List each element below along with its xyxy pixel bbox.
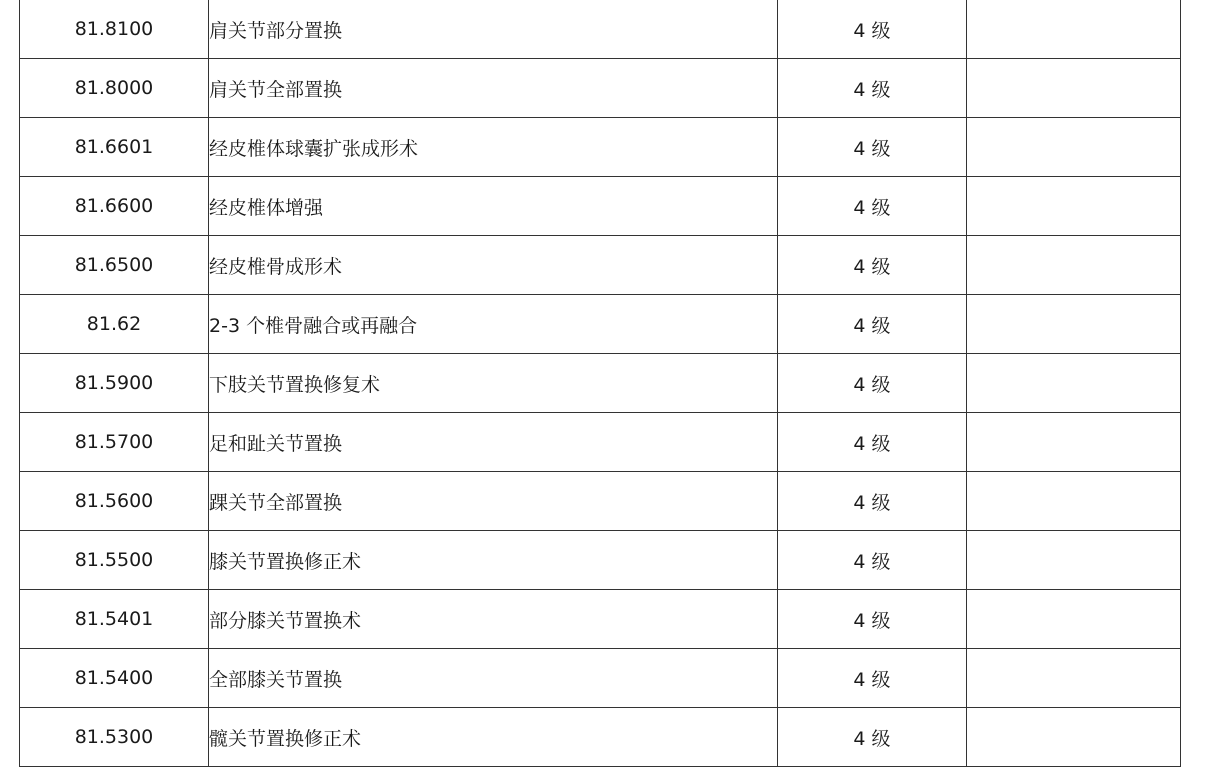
procedure-grade-cell: 4 级 (778, 708, 967, 767)
procedure-grade-cell: 4 级 (778, 590, 967, 649)
procedure-grade-cell: 4 级 (778, 177, 967, 236)
remarks-cell (967, 649, 1181, 708)
procedure-grade-cell: 4 级 (778, 59, 967, 118)
procedure-code-cell: 81.8100 (20, 0, 209, 59)
procedure-name-cell: 经皮椎骨成形术 (209, 236, 778, 295)
table-row (20, 472, 1181, 531)
procedure-name-cell: 膝关节置换修正术 (209, 531, 778, 590)
remarks-cell (967, 0, 1181, 59)
table-row (20, 413, 1181, 472)
procedure-code-cell: 81.6500 (20, 236, 209, 295)
table-body (20, 0, 1181, 767)
procedure-grade-cell: 4 级 (778, 118, 967, 177)
procedure-code-cell: 81.8000 (20, 59, 209, 118)
procedure-code-cell: 81.62 (20, 295, 209, 354)
procedure-code-cell: 81.5700 (20, 413, 209, 472)
procedure-code-cell: 81.5600 (20, 472, 209, 531)
procedure-grade-cell: 4 级 (778, 295, 967, 354)
procedure-code-cell: 81.6600 (20, 177, 209, 236)
procedure-name-cell: 足和趾关节置换 (209, 413, 778, 472)
table-row (20, 295, 1181, 354)
procedure-grade-cell: 4 级 (778, 649, 967, 708)
procedure-name-cell: 肩关节全部置换 (209, 59, 778, 118)
table-row (20, 649, 1181, 708)
procedure-code-cell: 81.5401 (20, 590, 209, 649)
procedure-name-cell: 髋关节置换修正术 (209, 708, 778, 767)
remarks-cell (967, 354, 1181, 413)
procedure-grade-cell: 4 级 (778, 354, 967, 413)
remarks-cell (967, 413, 1181, 472)
remarks-cell (967, 59, 1181, 118)
table-row (20, 118, 1181, 177)
procedure-table (19, 0, 1181, 767)
table-row (20, 531, 1181, 590)
procedure-code-cell: 81.5300 (20, 708, 209, 767)
procedure-grade-cell: 4 级 (778, 236, 967, 295)
remarks-cell (967, 295, 1181, 354)
table-row (20, 0, 1181, 59)
procedure-grade-cell: 4 级 (778, 413, 967, 472)
procedure-name-cell: 2-3 个椎骨融合或再融合 (209, 295, 778, 354)
table-row (20, 590, 1181, 649)
remarks-cell (967, 590, 1181, 649)
procedure-code-cell: 81.5500 (20, 531, 209, 590)
procedure-code-cell: 81.5900 (20, 354, 209, 413)
procedure-name-cell: 全部膝关节置换 (209, 649, 778, 708)
table-row (20, 708, 1181, 767)
procedure-name-cell: 经皮椎体球囊扩张成形术 (209, 118, 778, 177)
remarks-cell (967, 118, 1181, 177)
procedure-name-cell: 肩关节部分置换 (209, 0, 778, 59)
remarks-cell (967, 177, 1181, 236)
procedure-grade-cell: 4 级 (778, 472, 967, 531)
table-row (20, 177, 1181, 236)
remarks-cell (967, 236, 1181, 295)
remarks-cell (967, 531, 1181, 590)
procedure-name-cell: 下肢关节置换修复术 (209, 354, 778, 413)
procedure-code-cell: 81.6601 (20, 118, 209, 177)
procedure-grade-cell: 4 级 (778, 0, 967, 59)
remarks-cell (967, 472, 1181, 531)
table-row (20, 236, 1181, 295)
procedure-code-cell: 81.5400 (20, 649, 209, 708)
procedure-name-cell: 经皮椎体增强 (209, 177, 778, 236)
procedure-grade-cell: 4 级 (778, 531, 967, 590)
procedure-name-cell: 部分膝关节置换术 (209, 590, 778, 649)
table-row (20, 59, 1181, 118)
procedure-name-cell: 踝关节全部置换 (209, 472, 778, 531)
remarks-cell (967, 708, 1181, 767)
table-row (20, 354, 1181, 413)
